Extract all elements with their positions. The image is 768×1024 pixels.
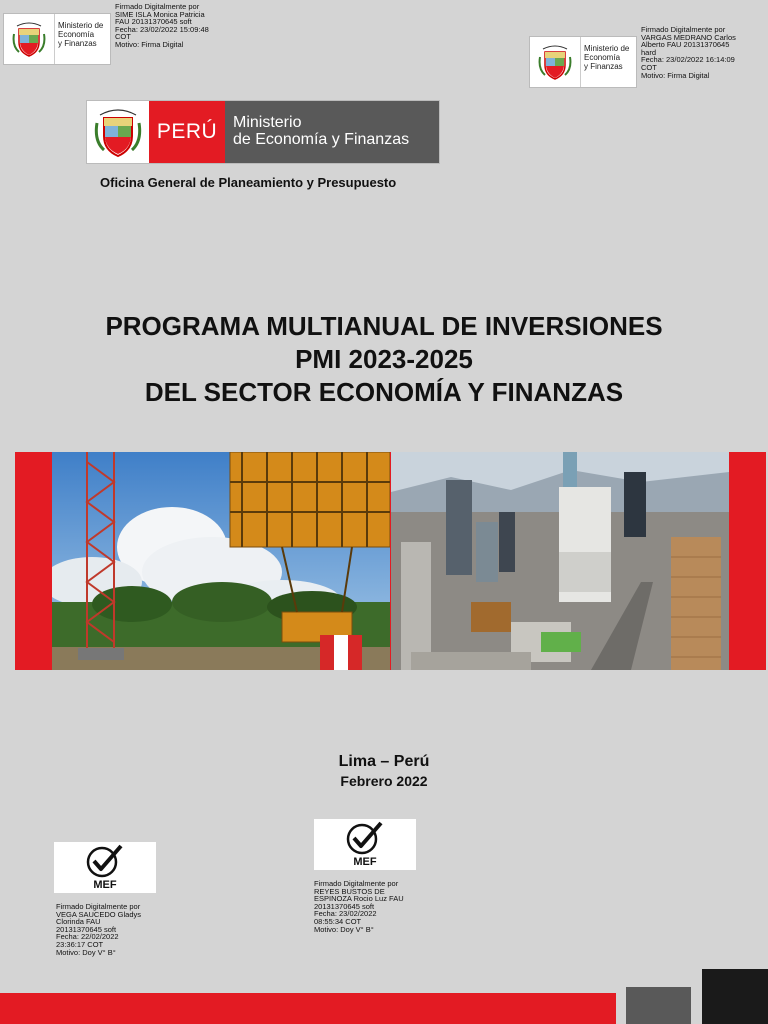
top-right-signature-logo (529, 36, 637, 88)
construction-photo (52, 452, 390, 670)
footer-red-bar (0, 993, 616, 1024)
mef-label: MEF (353, 856, 377, 868)
bottom-center-signature-text: Firmado Digitalmente por REYES BUSTOS DE ESPINOZA Rocio Luz FAU 20131370645 soft Fecha: 23/02/2022 08:55:34 COT Motivo: Doy V° B° (314, 879, 404, 934)
title-line-2: PMI 2023-2025 (295, 344, 473, 374)
lima-city-photo (391, 452, 729, 670)
mef-signature-logo-left (54, 842, 156, 893)
city-label: Lima – Perú (338, 753, 430, 770)
document-title (0, 310, 768, 409)
cover-banner (15, 452, 766, 670)
location-block (0, 752, 768, 790)
mef-check-icon (345, 821, 385, 855)
top-left-signature-text: Firmado Digitalmente por SIME ISLA Monica Patricia FAU 20131370645 soft Fecha: 23/02/2022 15:09:48 COT Motivo: Firma Digital (115, 2, 209, 49)
date-label: Febrero 2022 (340, 773, 428, 789)
coat-of-arms-icon (4, 14, 55, 64)
footer-gray-block (626, 987, 691, 1024)
mini-logo-text: Ministerio de Economía y Finanzas (584, 44, 630, 71)
title-line-3: DEL SECTOR ECONOMÍA Y FINANZAS (144, 377, 624, 407)
coat-of-arms-icon (87, 101, 149, 163)
mef-label: MEF (93, 879, 117, 891)
ministry-name: Ministerio de Economía y Finanzas (225, 101, 439, 163)
ministry-logo (86, 100, 440, 164)
footer-black-block (702, 969, 768, 1024)
top-left-signature-logo (3, 13, 111, 65)
mef-check-icon (85, 844, 125, 878)
mini-logo-text: Ministerio de Economía y Finanzas (58, 21, 104, 48)
title-line-1: PROGRAMA MULTIANUAL DE INVERSIONES (105, 311, 663, 341)
office-name: Oficina General de Planeamiento y Presupuesto (100, 175, 397, 190)
peru-label: PERÚ (149, 101, 225, 163)
top-right-signature-text: Firmado Digitalmente por VARGAS MEDRANO Carlos Alberto FAU 20131370645 hard Fecha: 23/02/2022 16:14:09 COT Motivo: Firma Digital (641, 25, 736, 80)
coat-of-arms-icon (530, 37, 581, 87)
bottom-left-signature-text: Firmado Digitalmente por VEGA SAUCEDO Gladys Clorinda FAU 20131370645 soft Fecha: 22/02/2022 23:36:17 COT Motivo: Doy V° B° (56, 902, 142, 957)
mef-signature-logo-center (314, 819, 416, 870)
